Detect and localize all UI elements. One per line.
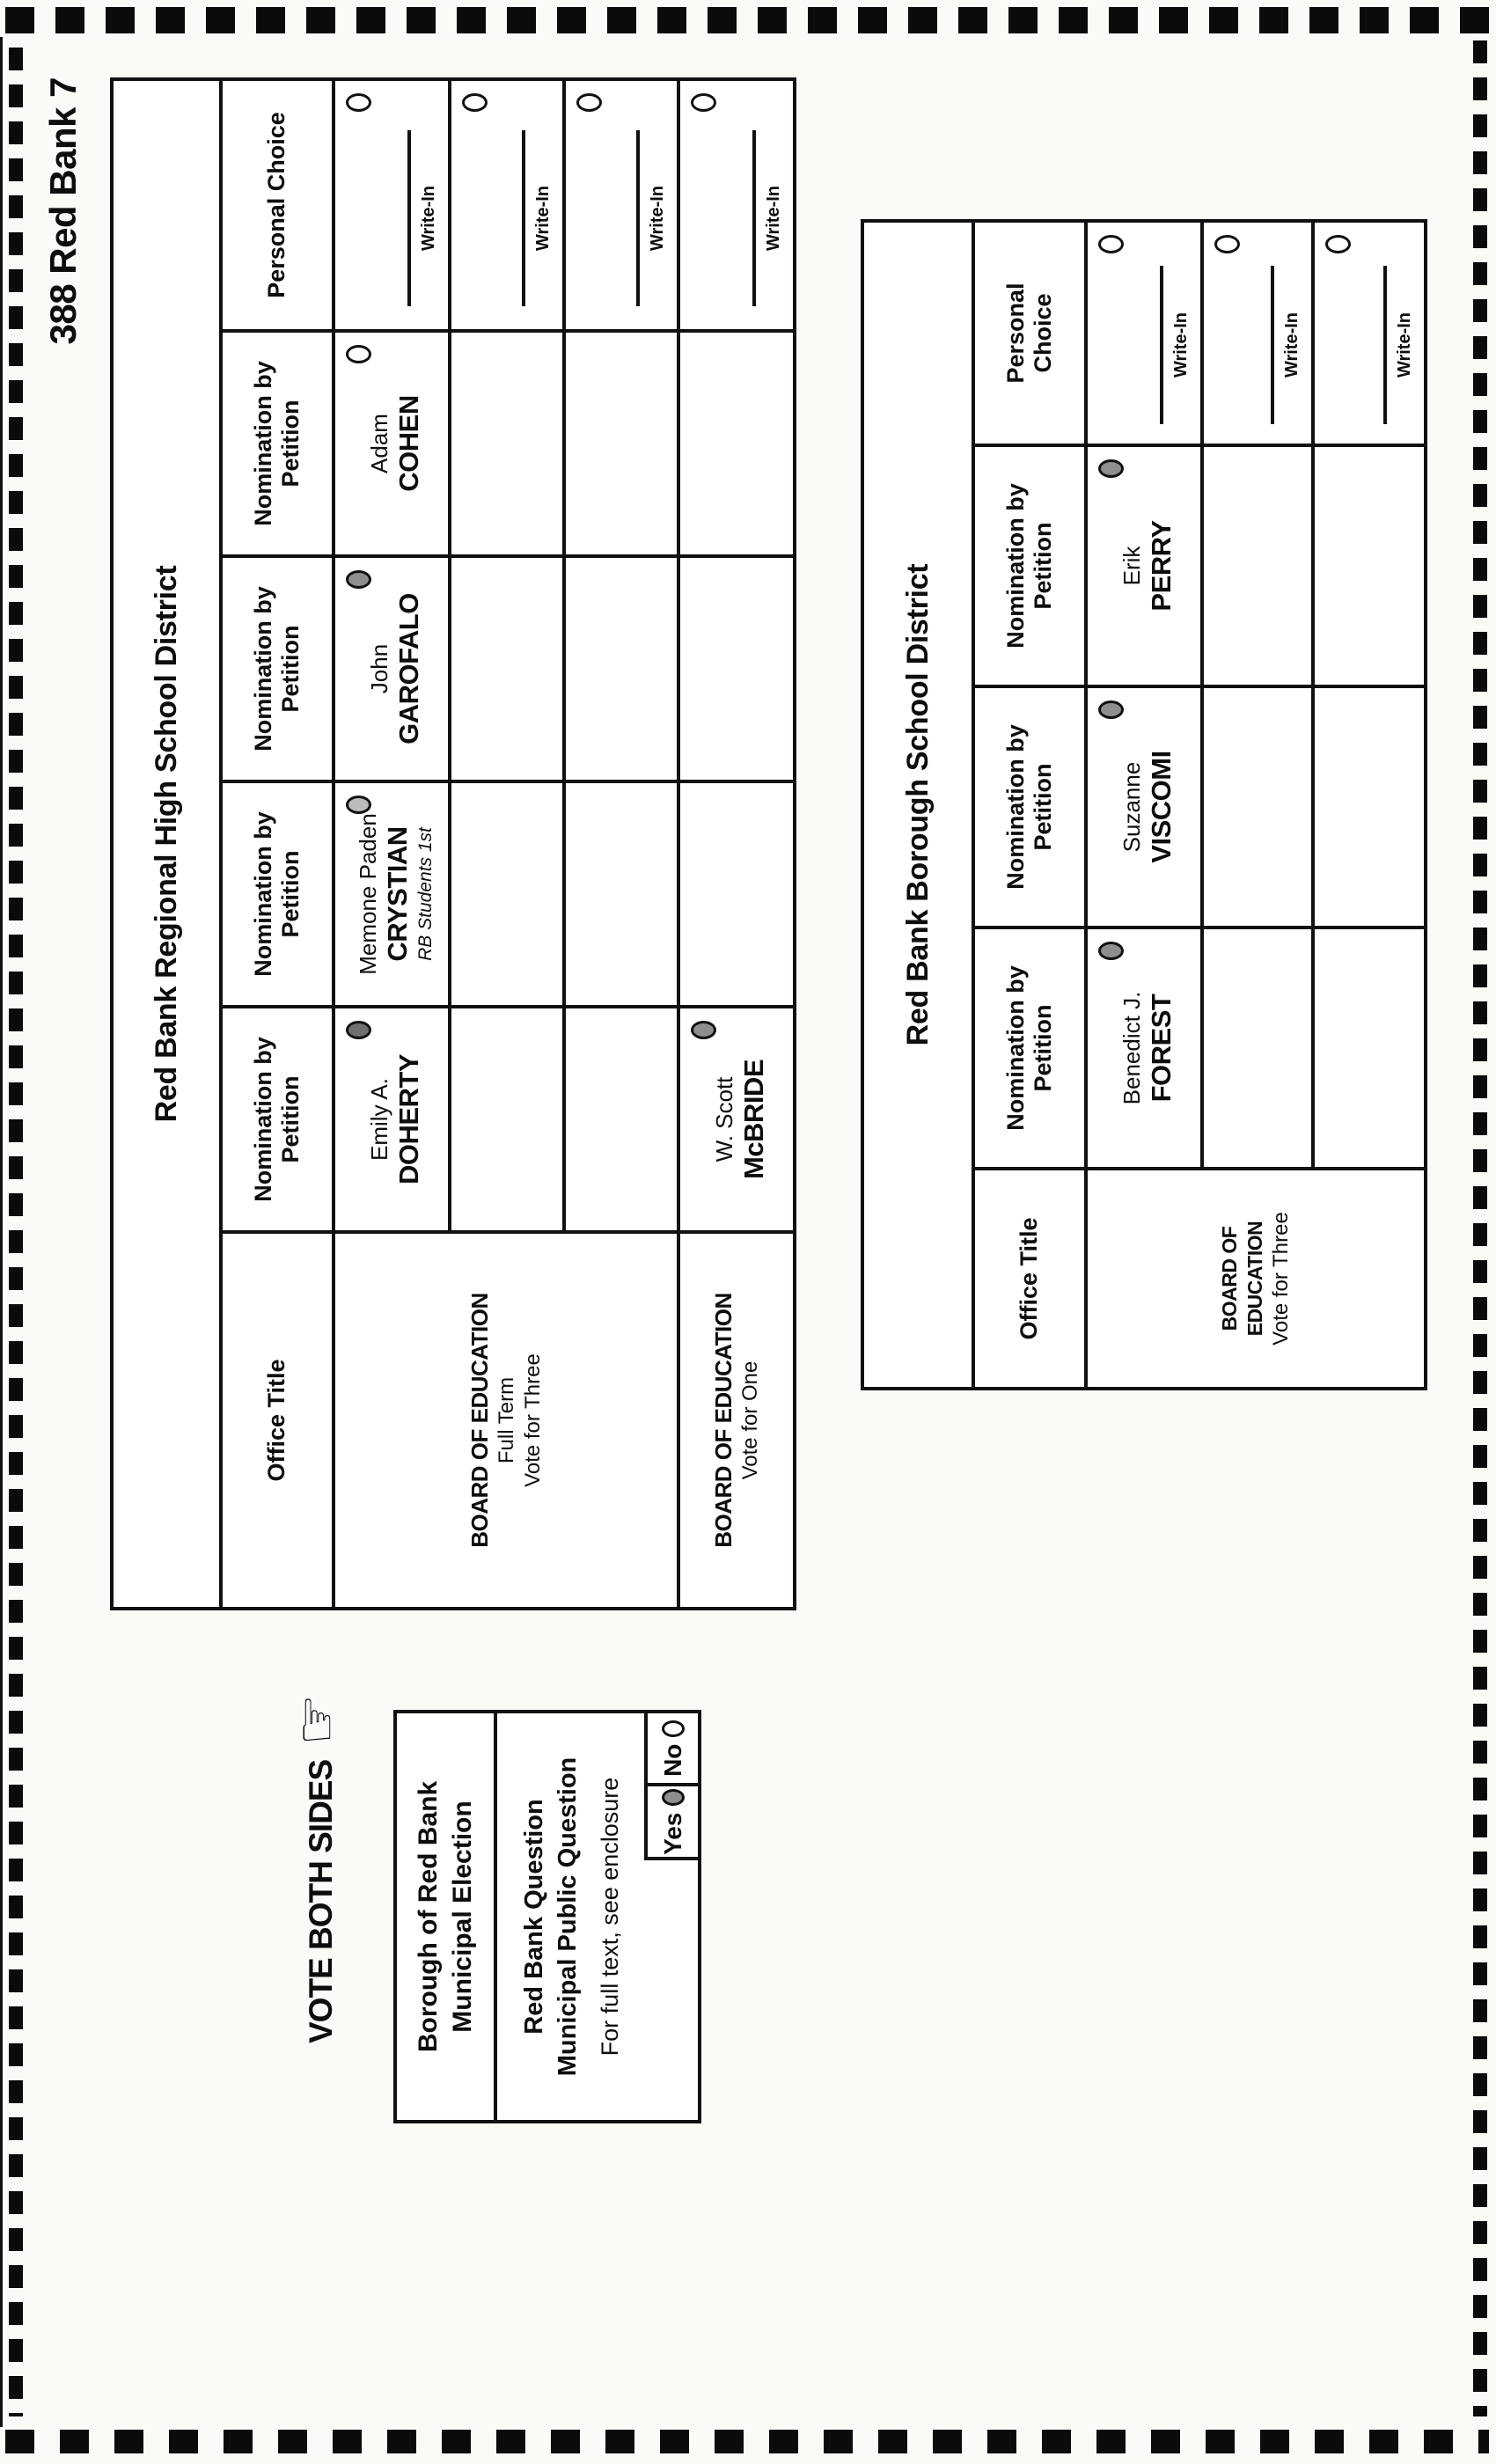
write-in-label: Write-In: [1282, 312, 1302, 378]
office-cell-board-of-education-full-term: [335, 1234, 677, 1607]
candidate-first-name: Memone Paden: [354, 813, 381, 975]
question-box-body: [497, 1713, 626, 2120]
write-in-line[interactable]: [1383, 266, 1387, 424]
yes-label: Yes: [658, 1812, 686, 1855]
right-pointing-hand-icon: ☞: [283, 1693, 348, 1746]
empty-cell: [1315, 929, 1424, 1167]
candidate-last-name: COHEN: [392, 395, 424, 492]
write-in-line[interactable]: [636, 130, 640, 306]
viscomi-vote-oval[interactable]: [1098, 700, 1124, 719]
write-in-label: Write-In: [764, 185, 783, 252]
candidate-cell-viscomi: [1088, 688, 1200, 926]
office-cell-board-of-education-vote-for-one: [680, 1234, 793, 1607]
office-vote-for: Vote for One: [738, 1360, 763, 1480]
header-nomination-by-petition: Nomination by Petition: [223, 1008, 332, 1230]
empty-cell: [1204, 688, 1311, 926]
write-in-line[interactable]: [752, 130, 756, 306]
candidate-first-name: Erik: [1118, 546, 1145, 586]
mcbride-vote-oval[interactable]: [691, 1021, 716, 1039]
yes-cell: [648, 1784, 698, 1858]
header-nomination-by-petition: Nomination by Petition: [975, 929, 1084, 1167]
borough-school-district-table: [861, 219, 1427, 1390]
write-in-line[interactable]: [1160, 266, 1163, 424]
write-in-label: Write-In: [648, 185, 667, 252]
precinct-label: 388 Red Bank 7: [42, 77, 84, 345]
write-in-label: Write-In: [1395, 312, 1414, 378]
candidate-cell-perry: [1088, 447, 1200, 685]
regional-table-title: Red Bank Regional High School District: [114, 81, 219, 1607]
header-nomination-by-petition: Nomination by Petition: [223, 333, 332, 554]
question-heading-line1: Borough of Red Bank: [414, 1780, 443, 2053]
empty-cell: [451, 558, 562, 780]
perry-vote-oval[interactable]: [1098, 459, 1124, 478]
write-in-cell: [335, 81, 448, 329]
write-in-line[interactable]: [1271, 266, 1274, 424]
candidate-last-name: GAROFALO: [392, 593, 424, 744]
candidate-first-name: W. Scott: [710, 1076, 737, 1162]
write-in-label: Write-In: [419, 185, 438, 252]
office-vote-for: Vote for Three: [521, 1353, 546, 1487]
yes-no-answer-box: [644, 1713, 698, 1860]
candidate-first-name: John: [365, 643, 392, 694]
write-in-oval[interactable]: [462, 93, 488, 112]
header-personal-choice: Personal Choice: [223, 81, 332, 329]
write-in-line[interactable]: [407, 130, 411, 306]
candidate-first-name: Benedict J.: [1118, 991, 1145, 1105]
write-in-oval[interactable]: [346, 93, 371, 112]
office-vote-for: Vote for Three: [1268, 1212, 1293, 1346]
candidate-cell-crystian: [335, 783, 448, 1005]
candidate-last-name: CRYSTIAN: [381, 826, 413, 962]
empty-cell: [566, 333, 677, 554]
write-in-line[interactable]: [522, 130, 525, 306]
no-label: No: [658, 1743, 686, 1777]
crystian-vote-oval[interactable]: [346, 796, 371, 814]
candidate-cell-forest: [1088, 929, 1200, 1167]
write-in-label: Write-In: [533, 185, 553, 252]
garofalo-vote-oval[interactable]: [346, 570, 371, 589]
question-heading-line2: Municipal Election: [448, 1800, 477, 2033]
write-in-oval[interactable]: [691, 93, 716, 112]
candidate-last-name: McBRIDE: [737, 1060, 769, 1180]
write-in-cell: [1204, 223, 1311, 444]
empty-cell: [680, 558, 793, 780]
candidate-first-name: Emily A.: [365, 1078, 392, 1161]
header-personal-choice: Personal Choice: [975, 223, 1084, 444]
write-in-oval[interactable]: [1098, 235, 1124, 253]
empty-cell: [566, 1008, 677, 1230]
yes-vote-oval[interactable]: [662, 1789, 685, 1806]
empty-cell: [1315, 447, 1424, 685]
empty-cell: [566, 783, 677, 1005]
header-office-title: Office Title: [223, 1234, 332, 1607]
candidate-last-name: FOREST: [1145, 994, 1177, 1103]
header-nomination-by-petition: Nomination by Petition: [223, 558, 332, 780]
write-in-cell: [1315, 223, 1424, 444]
empty-cell: [680, 333, 793, 554]
candidate-first-name: Suzanne: [1118, 761, 1145, 853]
write-in-cell: [680, 81, 793, 329]
header-nomination-by-petition: Nomination by Petition: [975, 688, 1084, 926]
candidate-cell-mcbride: [680, 1008, 793, 1230]
write-in-oval[interactable]: [576, 93, 602, 112]
vote-both-sides-label: VOTE BOTH SIDES: [303, 1759, 339, 2043]
write-in-oval[interactable]: [1325, 235, 1351, 253]
office-name: BOARD OF EDUCATION: [1218, 1221, 1266, 1337]
empty-cell: [451, 333, 562, 554]
municipal-question-box: [393, 1710, 701, 2123]
write-in-oval[interactable]: [1214, 235, 1240, 253]
candidate-cell-garofalo: [335, 558, 448, 780]
candidate-last-name: DOHERTY: [392, 1053, 424, 1185]
office-name: BOARD OF EDUCATION: [466, 1293, 493, 1548]
write-in-cell: [566, 81, 677, 329]
doherty-vote-oval[interactable]: [346, 1021, 371, 1039]
no-vote-oval[interactable]: [662, 1720, 685, 1737]
regional-school-district-table: [110, 77, 796, 1610]
question-note: For full text, see enclosure: [597, 1777, 624, 2057]
office-name: BOARD OF EDUCATION: [709, 1293, 737, 1548]
candidate-cell-cohen: [335, 333, 448, 554]
empty-cell: [566, 558, 677, 780]
office-term: Full Term: [495, 1376, 519, 1464]
empty-cell: [451, 783, 562, 1005]
candidate-slogan: RB Students 1st: [414, 827, 436, 961]
candidate-last-name: VISCOMI: [1145, 751, 1177, 863]
candidate-cell-doherty: [335, 1008, 448, 1230]
empty-cell: [1204, 929, 1311, 1167]
empty-cell: [1204, 447, 1311, 685]
empty-cell: [451, 1008, 562, 1230]
header-office-title: Office Title: [975, 1170, 1084, 1387]
forest-vote-oval[interactable]: [1098, 942, 1124, 960]
candidate-first-name: Adam: [365, 414, 392, 473]
borough-table-title: Red Bank Borough School District: [864, 223, 972, 1387]
question-title-line2: Municipal Public Question: [553, 1756, 582, 2077]
question-title-line1: Red Bank Question: [520, 1799, 548, 2035]
header-nomination-by-petition: Nomination by Petition: [975, 447, 1084, 685]
write-in-label: Write-In: [1171, 312, 1191, 378]
vote-both-sides-instruction: [283, 1693, 348, 2043]
office-cell-board-of-education-vote-for-three: [1088, 1170, 1424, 1387]
write-in-cell: [1088, 223, 1200, 444]
cohen-vote-oval[interactable]: [346, 345, 371, 363]
question-box-heading: [397, 1713, 497, 2120]
empty-cell: [680, 783, 793, 1005]
empty-cell: [1315, 688, 1424, 926]
write-in-cell: [451, 81, 562, 329]
header-nomination-by-petition: Nomination by Petition: [223, 783, 332, 1005]
candidate-last-name: PERRY: [1145, 520, 1177, 612]
no-cell: [648, 1713, 698, 1784]
